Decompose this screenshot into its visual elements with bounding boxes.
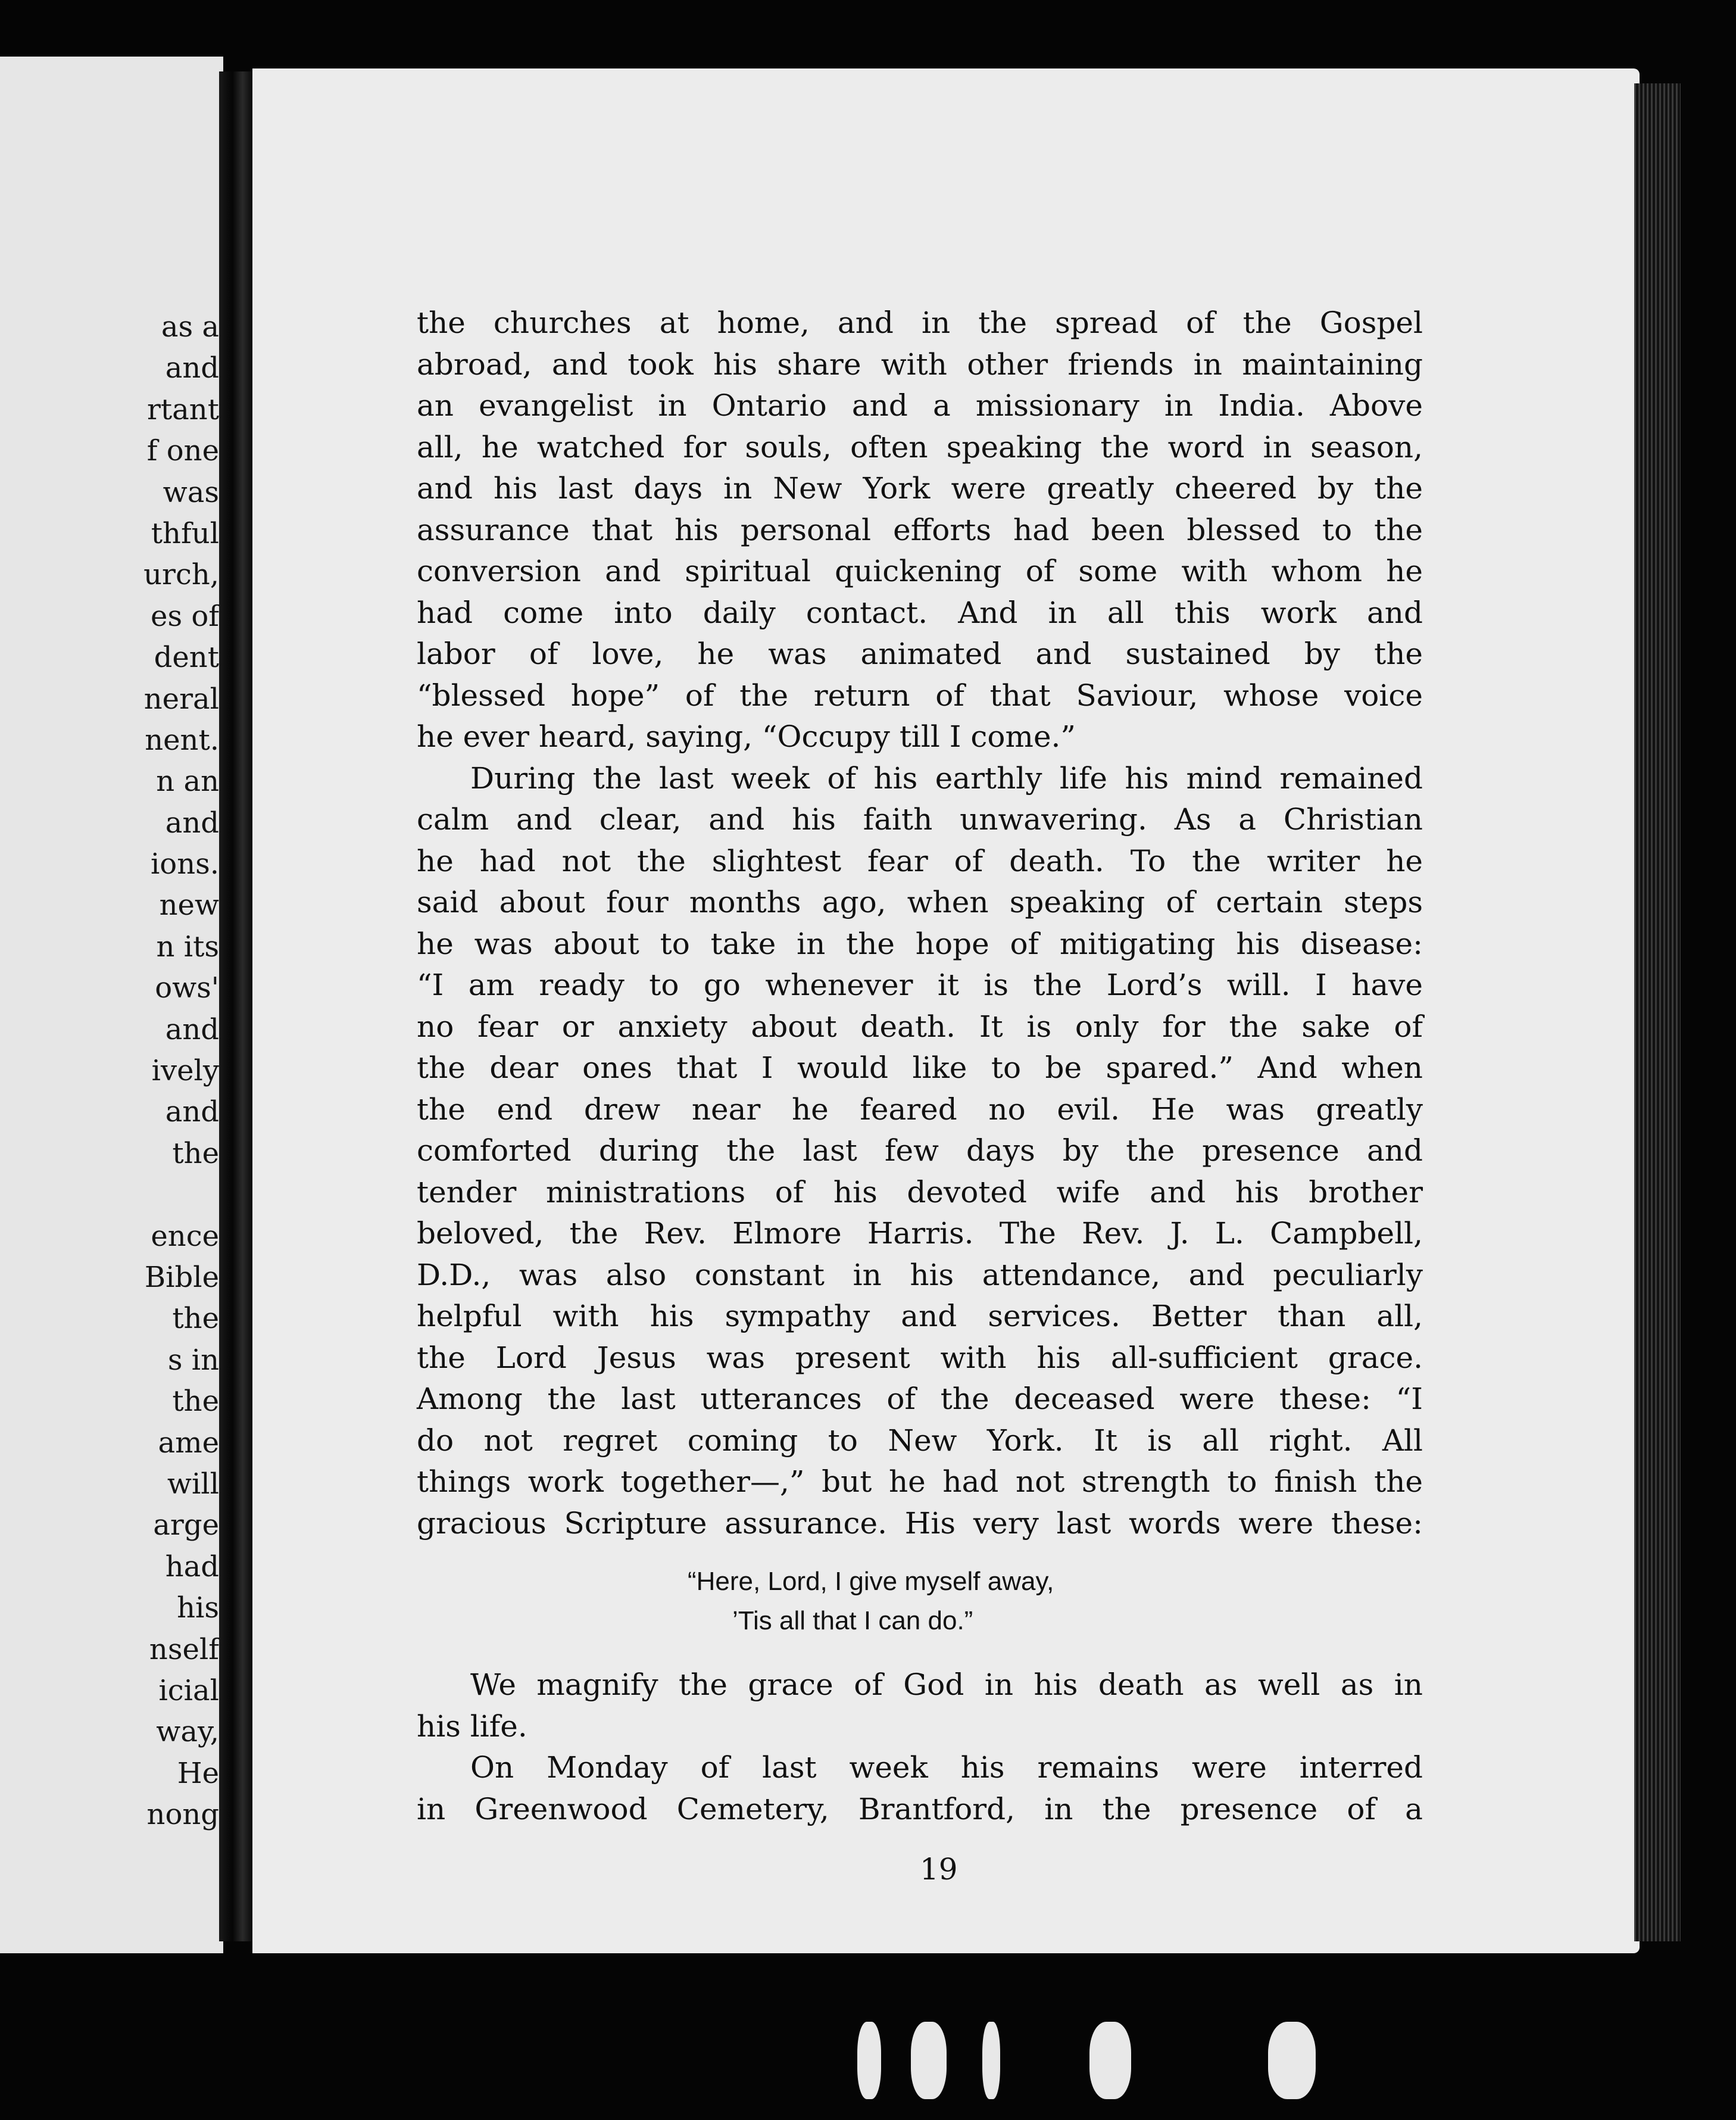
left-line: his xyxy=(177,1591,219,1625)
text-line: said about four months ago, when speaking of certain steps xyxy=(417,885,1423,919)
text-line: tender ministrations of his devoted wife and his brother xyxy=(417,1174,1423,1209)
left-line: way, xyxy=(156,1715,219,1749)
text-line: the end drew near he feared no evil. He was greatly xyxy=(417,1092,1423,1127)
text-line: “blessed hope” of the return of that Saviour, whose voice xyxy=(417,678,1423,713)
left-line: icial xyxy=(158,1673,219,1707)
text-line: Among the last utterances of the deceased were these: “I xyxy=(417,1382,1423,1416)
left-line: He xyxy=(177,1756,219,1790)
text-line: in Greenwood Cemetery, Brantford, in the presence of a xyxy=(417,1791,1423,1826)
left-line: new xyxy=(159,888,219,922)
text-line: things work together—,” but he had not strength to finish the xyxy=(417,1464,1423,1499)
text-line: he had not the slightest fear of death. To the writer he xyxy=(417,843,1423,878)
left-line: f one xyxy=(146,434,219,468)
book-gutter xyxy=(219,71,252,1941)
text-line: We magnify the grace of God in his death as well as in xyxy=(470,1667,1423,1702)
paragraph-3 xyxy=(417,1664,1423,1747)
left-line: and xyxy=(165,351,219,385)
text-line: abroad, and took his share with other friends in maintaining xyxy=(417,347,1423,382)
scan-artifact xyxy=(911,2022,947,2099)
paragraph-1 xyxy=(417,303,1423,758)
left-line: rtant xyxy=(146,392,219,426)
text-line: he ever heard, saying, “Occupy till I come.” xyxy=(417,719,1076,754)
scan-artifact xyxy=(857,2022,881,2099)
text-line: comforted during the last few days by the presence and xyxy=(417,1133,1423,1168)
left-line: n its xyxy=(156,930,219,964)
left-line: nself xyxy=(149,1632,219,1666)
text-line: and his last days in New York were greatly cheered by the xyxy=(417,471,1423,506)
body-text xyxy=(417,303,1423,1830)
left-line: urch, xyxy=(143,558,219,592)
left-line: ame xyxy=(158,1426,219,1460)
left-line: ions. xyxy=(150,847,219,881)
text-line: calm and clear, and his faith unwavering. As a Christian xyxy=(417,802,1423,837)
left-page xyxy=(0,57,223,1953)
left-line: s in xyxy=(167,1343,219,1377)
left-line xyxy=(0,1174,219,1215)
scan-artifact xyxy=(1089,2022,1131,2099)
text-line: assurance that his personal efforts had been blessed to the xyxy=(417,512,1423,547)
page-number: 19 xyxy=(920,1852,958,1887)
text-line: “I am ready to go whenever it is the Lord’s will. I have xyxy=(417,968,1423,1002)
left-line: Bible xyxy=(144,1260,219,1294)
left-line: as a xyxy=(161,310,219,344)
left-line: arge xyxy=(153,1508,219,1542)
paragraph-4 xyxy=(417,1747,1423,1830)
text-line: gracious Scripture assurance. His very last words were these: xyxy=(417,1505,1423,1541)
left-line: ence xyxy=(151,1219,219,1253)
left-line: the xyxy=(172,1302,219,1336)
text-line: conversion and spiritual quickening of some with whom he xyxy=(417,554,1423,588)
verse-quote xyxy=(417,1562,1423,1641)
left-line: the xyxy=(172,1385,219,1418)
left-line: and xyxy=(165,1095,219,1129)
left-line: nong xyxy=(146,1798,219,1832)
text-line: the dear ones that I would like to be spared.” And when xyxy=(417,1050,1423,1085)
text-line: had come into daily contact. And in all this work and xyxy=(417,595,1423,630)
verse-line: “Here, Lord, I give myself away, xyxy=(688,1567,1054,1596)
text-line: his life. xyxy=(417,1709,527,1744)
scan-artifact xyxy=(982,2022,1000,2099)
text-line: an evangelist in Ontario and a missionary in India. Above xyxy=(417,388,1423,423)
text-line: the Lord Jesus was present with his all-sufficient grace. xyxy=(417,1340,1423,1375)
left-line: dent xyxy=(154,641,219,675)
text-line: On Monday of last week his remains were interred xyxy=(470,1750,1423,1785)
left-line: ows' xyxy=(155,971,219,1005)
left-line: was xyxy=(163,475,219,509)
text-line: no fear or anxiety about death. It is only for the sake of xyxy=(417,1009,1423,1044)
page-edges xyxy=(1634,83,1681,1941)
left-line: will xyxy=(167,1467,219,1501)
text-line: the churches at home, and in the spread of the Gospel xyxy=(417,305,1423,340)
text-line: labor of love, he was animated and sustained by the xyxy=(417,637,1423,671)
text-line: beloved, the Rev. Elmore Harris. The Rev. J. L. Campbell, xyxy=(417,1216,1423,1251)
left-line: n an xyxy=(156,765,219,799)
paragraph-2 xyxy=(417,758,1423,1545)
left-line: nent. xyxy=(145,723,219,757)
left-line: the xyxy=(172,1136,219,1170)
left-line: had xyxy=(165,1550,219,1583)
left-line: and xyxy=(165,1012,219,1046)
scan-artifact xyxy=(1268,2022,1316,2099)
left-line: ively xyxy=(151,1054,219,1088)
left-page-text-fragments xyxy=(0,307,219,1835)
left-line: es of xyxy=(151,599,219,633)
text-line: During the last week of his earthly life his mind remained xyxy=(470,760,1423,796)
text-line: do not regret coming to New York. It is all right. All xyxy=(417,1423,1423,1458)
left-line: thful xyxy=(151,516,219,550)
text-line: he was about to take in the hope of mitigating his disease: xyxy=(417,926,1423,961)
text-line: helpful with his sympathy and services. Better than all, xyxy=(417,1299,1423,1333)
left-line: neral xyxy=(143,682,219,716)
left-line: and xyxy=(165,806,219,840)
text-line: all, he watched for souls, often speaking the word in season, xyxy=(417,429,1423,464)
text-line: D.D., was also constant in his attendance, and peculiarly xyxy=(417,1257,1423,1292)
verse-line: ’Tis all that I can do.” xyxy=(732,1606,973,1635)
